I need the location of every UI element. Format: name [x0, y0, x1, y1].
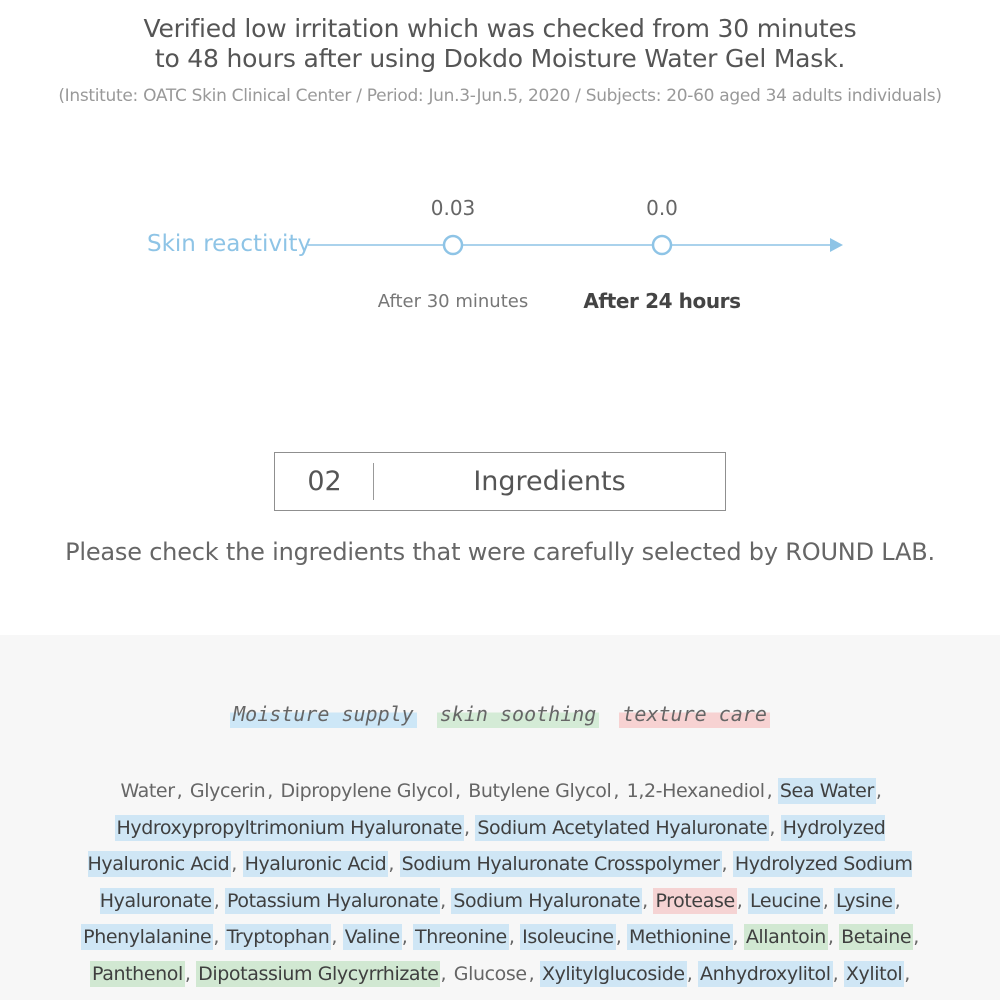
point-marker-30min	[444, 236, 462, 254]
ingredient-item: Potassium Hyaluronate	[227, 889, 439, 912]
section-number: 02	[307, 466, 342, 497]
ingredient-item: Threonine	[415, 926, 507, 949]
arrow-head-icon	[830, 238, 843, 252]
ingredient-item: Hydrolyzed Hyaluronic Acid	[87, 816, 886, 876]
ingredient-item: Anhydroxylitol	[700, 962, 831, 985]
intro-note: (Institute: OATC Skin Clinical Center / Period: Jun.3-Jun.5, 2020 / Subjects: 20-60 aged 34 adults individuals)	[58, 86, 942, 106]
ingredient-item: Sodium Hyaluronate	[453, 889, 641, 912]
legend-moisture: Moisture supply	[230, 700, 417, 728]
ingredients-list: Water , Glycerin , Dipropylene Glycol , Butylene Glycol , 1,2-Hexanediol , Sea Water , Hydroxypropyltrimonium Hyaluronate , Sodium Acetylated Hyaluronate , Hydrolyzed Hyaluronic Acid , Hyaluronic Acid , Sodium Hyaluronate Crosspolymer , Hydrolyzed Sodium Hyaluronate , Potassium Hyaluronate , Sodium Hyaluronate , Protease , Leucine , Lysine , Phenylalanine , Tryptophan , Valine , Threonine , Isoleucine , Methionine , Allantoin , Betaine , Panthenol , Dipotassium Glycyrrhizate , Glucose , Xylitylglucoside , Anhydroxylitol , Xylitol ,	[83, 780, 919, 985]
ingredient-item: Valine	[344, 926, 400, 949]
ingredient-item: Phenylalanine	[83, 926, 212, 949]
intro-line-2: to 48 hours after using Dokdo Moisture Water Gel Mask.	[154, 44, 846, 73]
ingredient-item: Leucine	[750, 889, 821, 912]
section-header	[274, 452, 726, 511]
legend-texture: texture care	[619, 700, 770, 728]
ingredient-item: Isoleucine	[522, 926, 614, 949]
ingredient-item: Lysine	[835, 889, 893, 912]
legend-soothing: skin soothing	[437, 700, 600, 728]
ingredient-item: Betaine	[841, 926, 912, 949]
time-label-30min: After 30 minutes	[377, 291, 529, 312]
ingredient-item: Glycerin	[189, 780, 266, 802]
ingredient-item: Glucose	[453, 962, 527, 985]
section-title: Ingredients	[473, 466, 626, 497]
ingredient-item: Panthenol	[92, 962, 183, 985]
ingredient-item: Butylene Glycol	[468, 780, 612, 802]
time-label-24h: After 24 hours	[583, 289, 741, 313]
ingredient-item: Hydroxypropyltrimonium Hyaluronate	[116, 816, 463, 839]
ingredient-item: Sodium Hyaluronate Crosspolymer	[401, 853, 720, 876]
reactivity-label: Skin reactivity	[147, 231, 312, 257]
ingredient-item: Hyaluronic Acid	[244, 853, 387, 876]
intro-block	[0, 14, 1000, 106]
ingredient-item: Hydrolyzed Sodium Hyaluronate	[99, 853, 913, 912]
ingredient-item: Dipotassium Glycyrrhizate	[198, 962, 439, 985]
section-subtitle: Please check the ingredients that were carefully selected by ROUND LAB.	[65, 538, 935, 566]
point-marker-24h	[653, 236, 671, 254]
intro-line-1: Verified low irritation which was checked from 30 minutes	[143, 14, 857, 43]
ingredient-item: 1,2-Hexanediol	[626, 780, 765, 802]
value-24h: 0.0	[646, 196, 678, 220]
ingredients-panel	[0, 635, 1000, 1000]
ingredient-item: Water	[120, 780, 175, 802]
ingredient-item: Sea Water	[779, 780, 874, 802]
value-30min: 0.03	[430, 196, 476, 220]
legend	[0, 700, 1000, 728]
skin-reactivity-graph	[0, 180, 1000, 320]
ingredient-item: Allantoin	[745, 926, 826, 949]
ingredient-item: Protease	[655, 889, 735, 912]
ingredient-item: Dipropylene Glycol	[280, 780, 453, 802]
ingredient-item: Tryptophan	[226, 926, 330, 949]
ingredient-item: Methionine	[629, 926, 731, 949]
ingredient-item: Xylitol	[845, 962, 903, 985]
ingredient-item: Xylitylglucoside	[541, 962, 685, 985]
ingredient-item: Sodium Acetylated Hyaluronate	[477, 816, 768, 839]
